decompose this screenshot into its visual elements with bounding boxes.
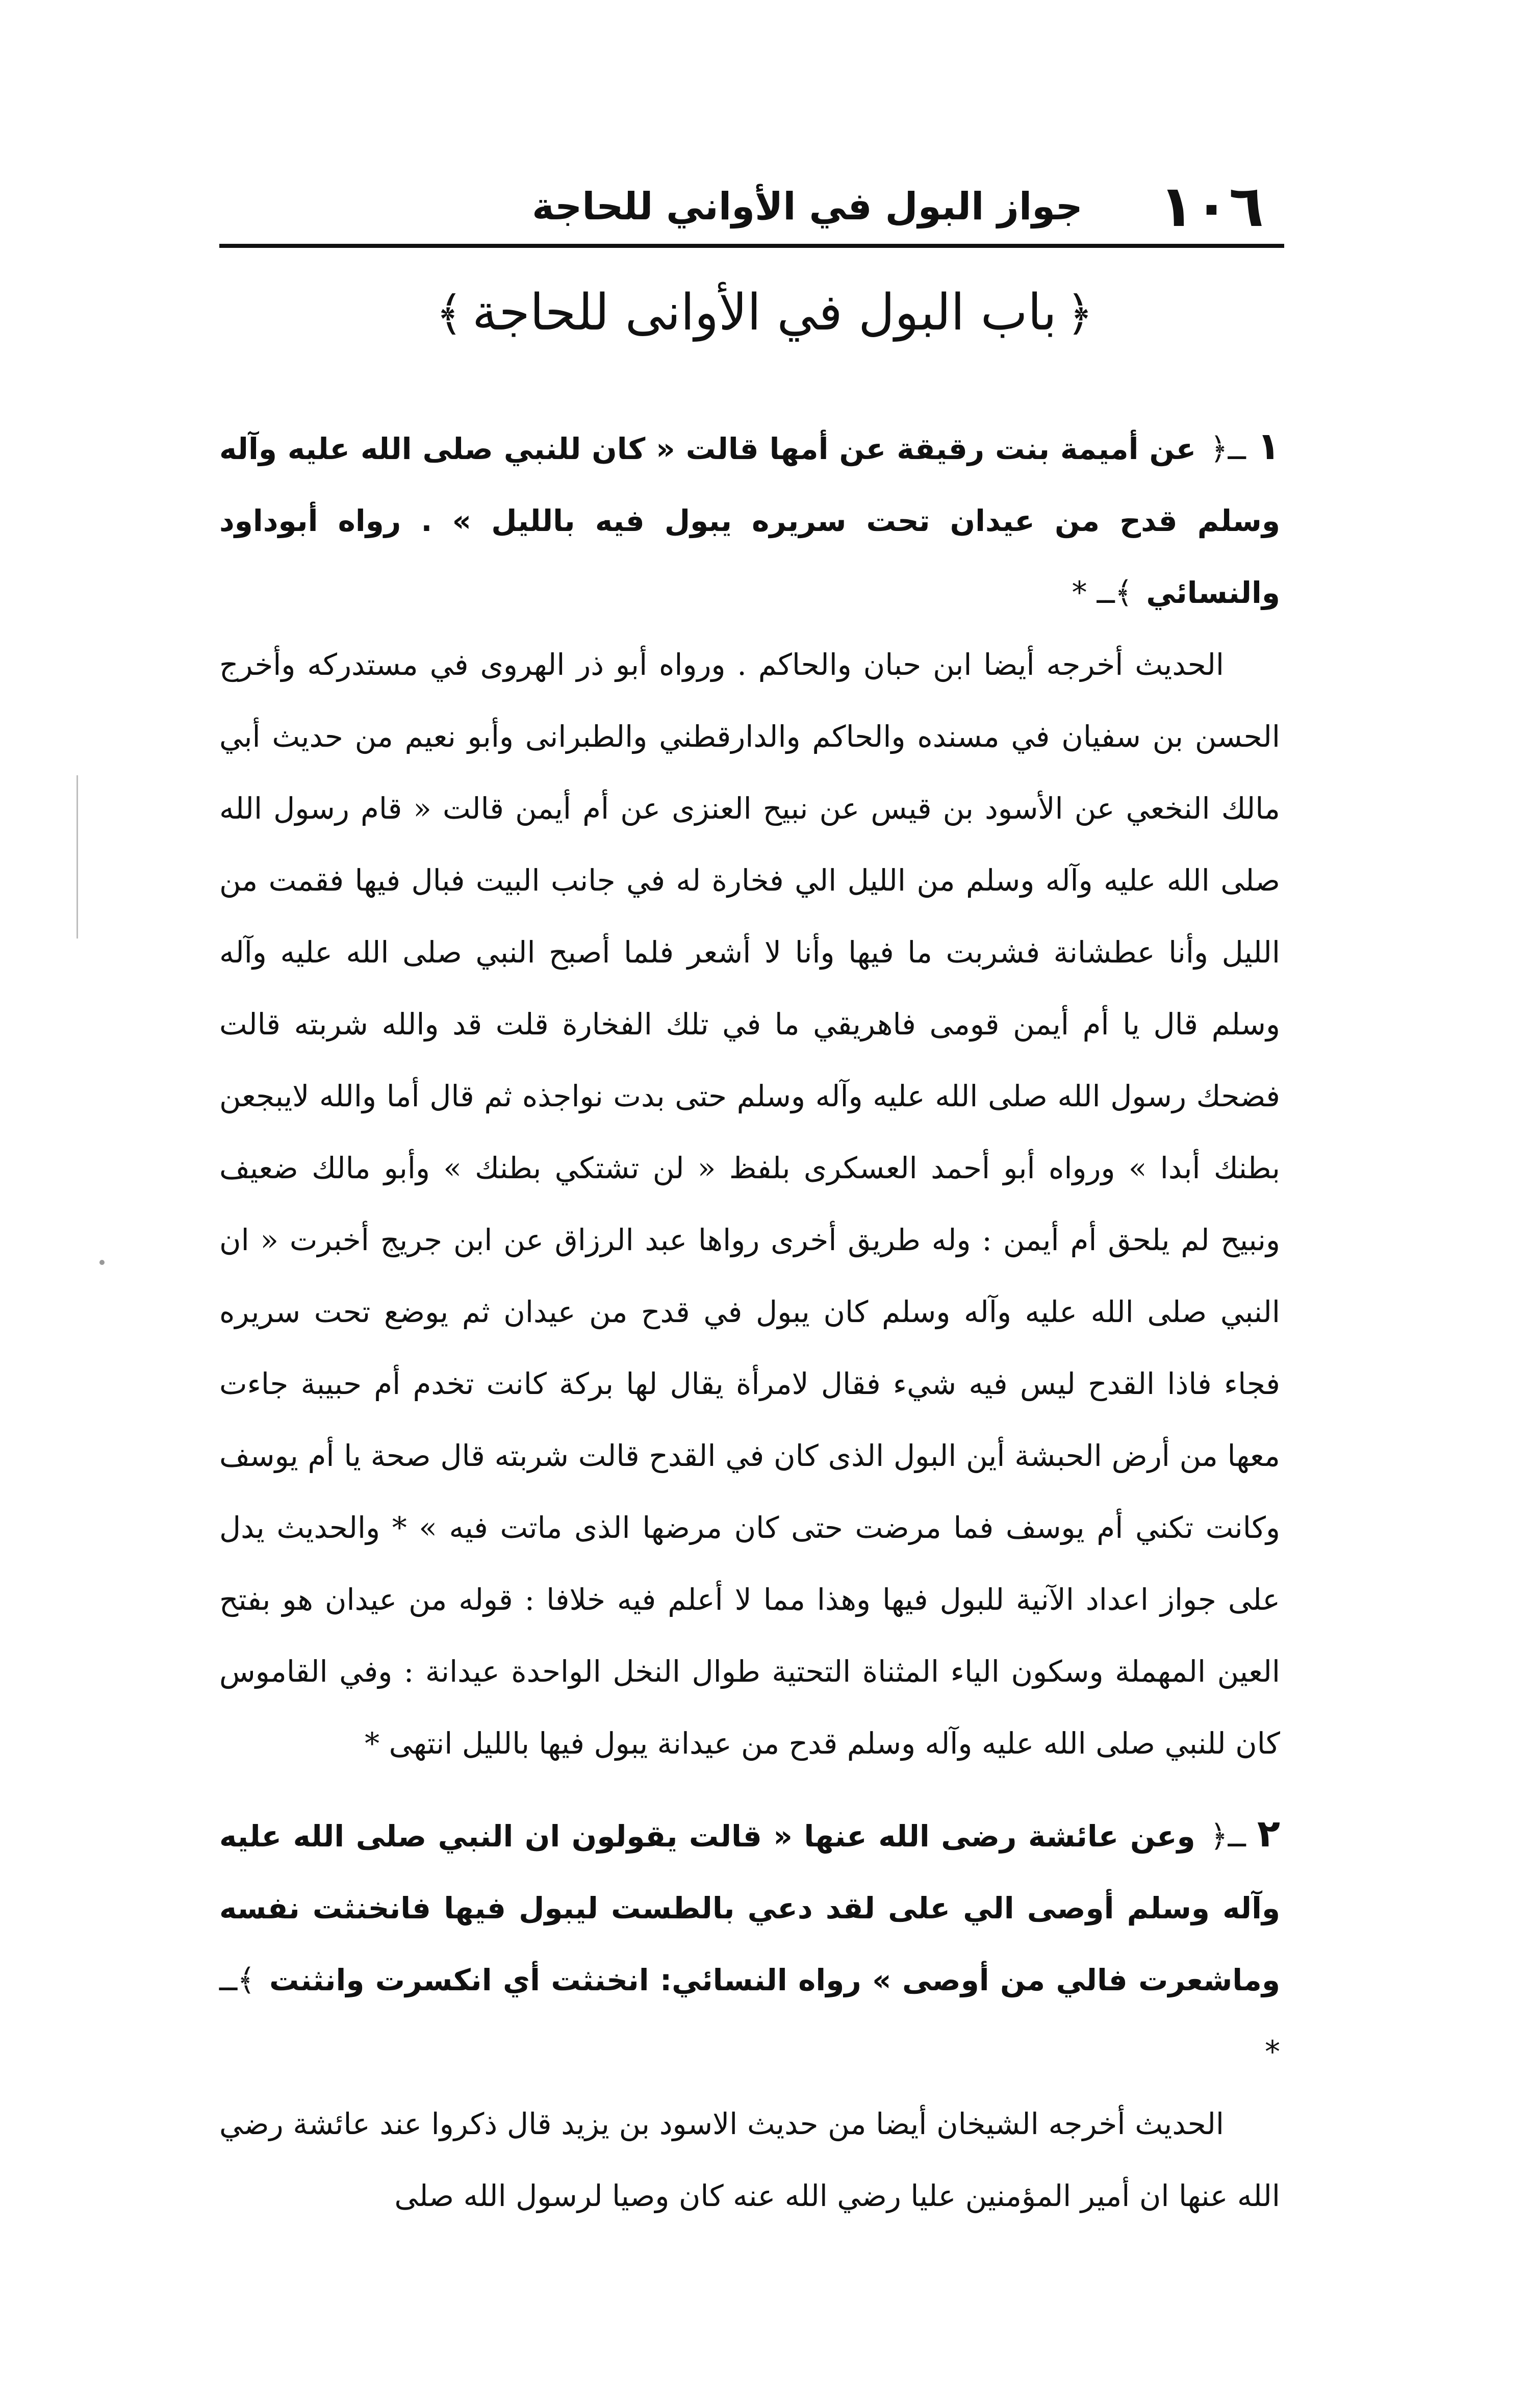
hadith-2-text: وعن عائشة رضى الله عنها « قالت يقولون ان النبي صلى الله عليه وآله وسلم أوصى الي على لقد دعي بالطست ليبول فيها فانخنثت نفسه وماشعرت فالي من أوصى » رواه النسائي: انخنثت أي انكسرت وانثنت bbox=[219, 1819, 1281, 1997]
commentary-1: الحديث أخرجه أيضا ابن حبان والحاكم . ورواه أبو ذر الهروى في مستدركه وأخرج الحسن بن سفيان في مسنده والحاكم والدارقطني والطبرانى وأبو نعيم من حديث أبي مالك النخعي عن الأسود بن قيس عن نبيح العنزى عن أم أيمن قالت « قام رسول الله صلى الله عليه وآله وسلم من الليل الي فخارة له في جانب البيت فبال فيها فقمت من الليل وأنا عطشانة فشربت ما فيها وأنا لا أشعر فلما أصبح النبي صلى الله عليه وآله وسلم قال يا أم أيمن قومى فاهريقي ما في تلك الفخارة قلت قد والله شربته قالت فضحك رسول الله صلى الله عليه وآله وسلم حتى بدت نواجذه ثم قال أما والله لايبجعن بطنك أبدا » ورواه أبو أحمد العسكرى بلفظ « لن تشتكي بطنك » وأبو مالك ضعيف ونبيح لم يلحق أم أيمن : وله طريق أخرى رواها عبد الرزاق عن ابن جريج أخبرت « ان النبي صلى الله عليه وآله وسلم كان يبول في قدح من عيدان ثم يوضع تحت سريره فجاء فاذا القدح ليس فيه شيء فقال لامرأة يقال لها بركة كانت تخدم أم حبيبة جاءت معها من أرض الحبشة أين البول الذى كان في القدح قالت شربته قال صحة يا أم يوسف وكانت تكني أم يوسف فما مرضت حتى كان مرضها الذى ماتت فيه » * والحديث يدل على جواز اعداد الآنية للبول فيها وهذا مما لا أعلم فيه خلافا : قوله من عيدان هو بفتح العين المهملة وسكون الياء المثناة التحتية طوال النخل الواحدة عيدانة : وفي القاموس كان للنبي صلى الله عليه وآله وسلم قدح من عيدانة يبول فيها بالليل انتهى * bbox=[219, 647, 1281, 1761]
hadith-1-ornament-close: ﴾ــ * bbox=[1072, 575, 1133, 611]
chapter-open-bracket: ﴿ bbox=[1066, 286, 1093, 341]
running-header bbox=[219, 168, 1264, 245]
hadith-1-ornament-open: ــ﴿ bbox=[1210, 431, 1246, 467]
hadith-2-ornament-open: ــ﴿ bbox=[1210, 1818, 1246, 1854]
chapter-close-bracket: ﴾ bbox=[435, 286, 463, 341]
hadith-1 bbox=[219, 411, 1280, 629]
chapter-heading bbox=[0, 283, 1529, 343]
body-text bbox=[219, 411, 1280, 2232]
scan-speck bbox=[99, 1260, 105, 1265]
header-rule bbox=[219, 244, 1284, 248]
running-title: جواز البول في الأواني للحاجة bbox=[532, 185, 1083, 229]
chapter-title: باب البول في الأوانى للحاجة bbox=[472, 284, 1057, 342]
scan-edge-mark bbox=[77, 775, 78, 939]
hadith-2 bbox=[219, 1798, 1280, 2088]
hadith-1-text: عن أميمة بنت رقيقة عن أمها قالت « كان للنبي صلى الله عليه وآله وسلم قدح من عيدان تحت سريره يبول فيه بالليل » . رواه أبوداود والنسائي bbox=[219, 432, 1280, 610]
hadith-2-ornament-close: ﴾ــ * bbox=[219, 1962, 1280, 2070]
page-number: ١٠٦ bbox=[1159, 173, 1264, 240]
hadith-2-number: ٢ bbox=[1257, 1812, 1280, 1856]
hadith-1-number: ١ bbox=[1257, 424, 1280, 468]
commentary-2: الحديث أخرجه الشيخان أيضا من حديث الاسود بن يزيد قال ذكروا عند عائشة رضي الله عنها ان أمير المؤمنين عليا رضي الله عنه كان وصيا لرسول الله صلى bbox=[219, 2107, 1280, 2213]
